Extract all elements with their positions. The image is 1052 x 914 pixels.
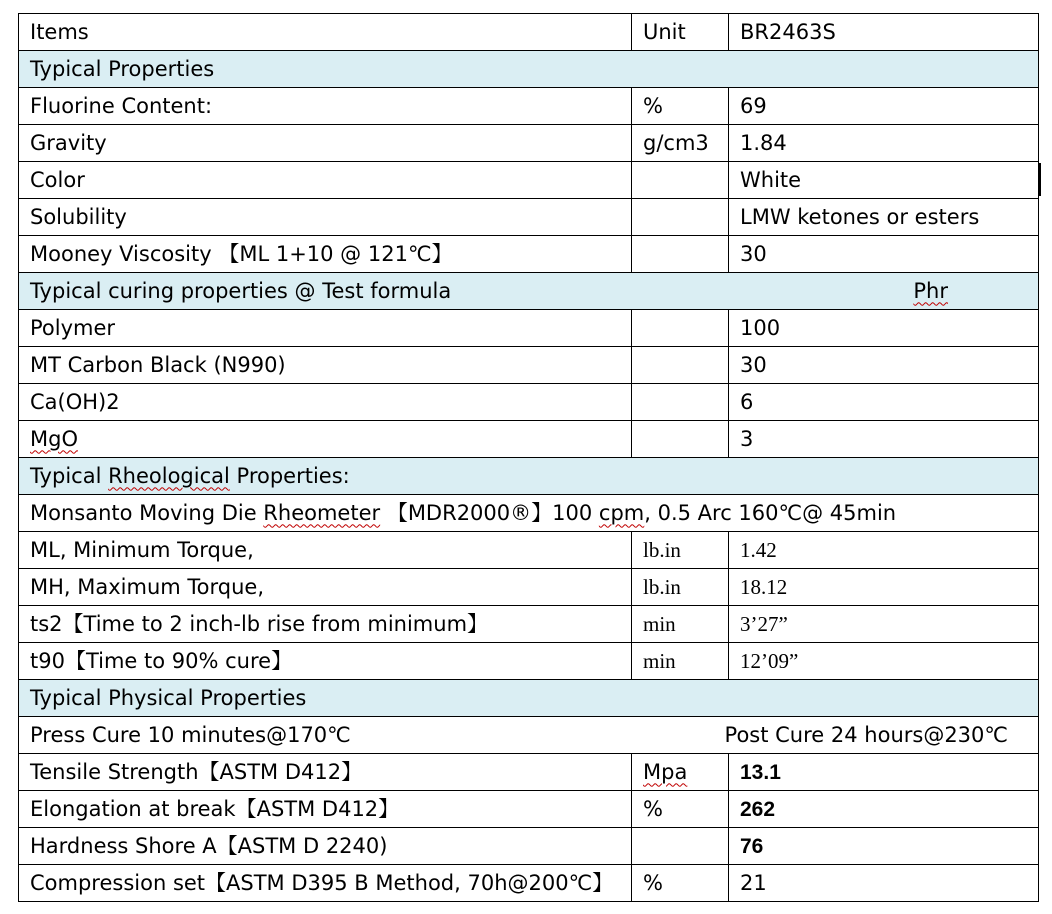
value-cell: 30 [729,347,1039,384]
unit-cell [632,421,729,458]
section-curing-properties [19,273,1039,310]
phr-label: Phr [913,278,948,303]
value-cell: 1.42 [729,532,1039,569]
unit-cell: % [632,865,729,902]
unit-cell [632,236,729,273]
value-cell: 3’27” [729,606,1039,643]
unit-cell [632,347,729,384]
section-physical-properties [19,680,1039,717]
press-cure-text: Press Cure 10 minutes@170℃ [30,722,351,747]
rheometer-note [19,495,1039,532]
item-cell: Hardness Shore A【ASTM D 2240) [19,828,632,865]
item-cell: Gravity [19,125,632,162]
item-cell: Fluorine Content: [19,88,632,125]
item-cell: ts2【Time to 2 inch-lb rise from minimum】 [19,606,632,643]
value-cell: 13.1 [729,754,1039,791]
cure-note [19,717,1039,754]
section-title: Typical Properties [19,51,1039,88]
item-cell: ML, Minimum Torque, [19,532,632,569]
table-row [19,162,1039,199]
value-cell: 18.12 [729,569,1039,606]
unit-cell: min [632,606,729,643]
item-cell: t90【Time to 90% cure】 [19,643,632,680]
unit-cell: lb.in [632,532,729,569]
item-cell: Compression set【ASTM D395 B Method, 70h@200℃】 [19,865,632,902]
item-cell: MT Carbon Black (N990) [19,347,632,384]
note-part: , 0.5 Arc 160℃@ 45min [644,500,897,525]
value-cell: 262 [729,791,1039,828]
table-row [19,236,1039,273]
unit-cell: % [632,88,729,125]
table-row [19,347,1039,384]
value-cell: 1.84 [729,125,1039,162]
table-row [19,828,1039,865]
table-row [19,532,1039,569]
header-items: Items [19,14,632,51]
unit-cell: lb.in [632,569,729,606]
value-cell: LMW ketones or esters [729,199,1039,236]
value-cell: 30 [729,236,1039,273]
table-row [19,791,1039,828]
table-row [19,606,1039,643]
value-cell: 3 [729,421,1039,458]
unit-cell: % [632,791,729,828]
unit-cell: Mpa [632,754,729,791]
header-grade: BR2463S [729,14,1039,51]
item-cell: MgO [19,421,632,458]
section-title-text: Typical curing properties @ Test formula [30,278,452,303]
table-row [19,88,1039,125]
table-edge-mark [1039,163,1041,196]
item-cell: Color [19,162,632,199]
table-row [19,125,1039,162]
item-cell: MH, Maximum Torque, [19,569,632,606]
unit-cell: g/cm3 [632,125,729,162]
section-title: Typical Physical Properties [19,680,1039,717]
unit-cell [632,384,729,421]
rheometer-note-row [19,495,1039,532]
section-title-c: Properties: [229,463,350,488]
note-part: cpm [598,500,645,525]
item-cell: Elongation at break【ASTM D412】 [19,791,632,828]
section-title-b: Rheological [108,463,230,488]
table-row [19,569,1039,606]
post-cure-text: Post Cure 24 hours@230℃ [724,722,1008,747]
table-row [19,754,1039,791]
value-cell: 21 [729,865,1039,902]
item-cell: Tensile Strength【ASTM D412】 [19,754,632,791]
unit-cell [632,199,729,236]
value-cell: 100 [729,310,1039,347]
item-cell: Mooney Viscosity 【ML 1+10 @ 121℃】 [19,236,632,273]
item-cell: Ca(OH)2 [19,384,632,421]
table-row [19,384,1039,421]
section-rheological-properties [19,458,1039,495]
section-typical-properties [19,51,1039,88]
value-cell: 6 [729,384,1039,421]
properties-table [18,13,1039,902]
section-title [19,458,1039,495]
unit-cell: min [632,643,729,680]
cure-note-row [19,717,1039,754]
value-cell: 12’09” [729,643,1039,680]
unit-cell [632,828,729,865]
table-row [19,643,1039,680]
section-title-a: Typical [30,463,109,488]
section-title [19,273,1039,310]
table-row [19,310,1039,347]
note-part: Monsanto Moving Die [30,500,264,525]
header-row [19,14,1039,51]
item-cell: Solubility [19,199,632,236]
note-part: 【MDR2000®】100 [380,500,599,525]
header-unit: Unit [632,14,729,51]
unit-cell [632,162,729,199]
value-cell: White [729,162,1039,199]
unit-cell [632,310,729,347]
note-part: Rheometer [263,500,381,525]
table-row [19,865,1039,902]
value-cell: 69 [729,88,1039,125]
value-cell: 76 [729,828,1039,865]
table-row [19,199,1039,236]
item-cell: Polymer [19,310,632,347]
table-row [19,421,1039,458]
